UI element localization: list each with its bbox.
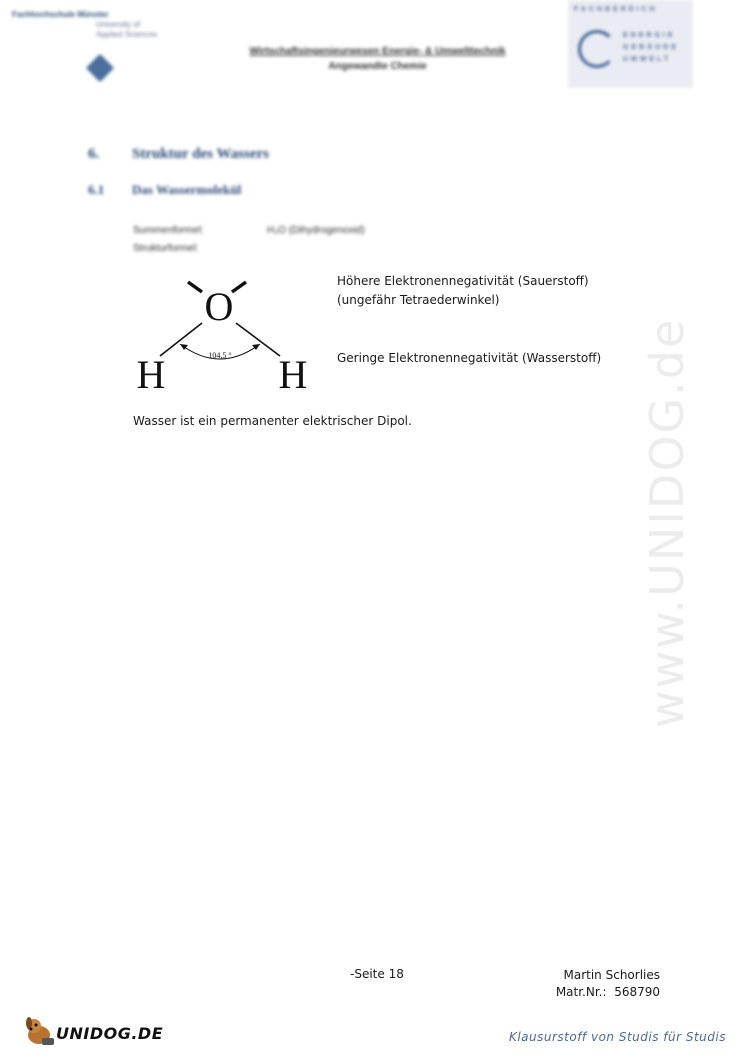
unidog-brand: UNIDOG.DE [56,1024,164,1043]
bond-angle-label: 104,5 ° [208,351,232,360]
matriculation-row [556,984,660,1001]
bond-right [236,323,280,356]
footer-slogan: Klausurstoff von Studis für Studis [508,1030,726,1044]
department-swoosh-icon [578,30,616,68]
bond-left [160,323,202,356]
lone-pair-right [232,282,246,292]
matriculation-label: Matr.Nr.: [555,985,607,999]
section-title: Struktur des Wassers [132,146,269,162]
hydrogen-annotation: Geringe Elektronennegativität (Wasserstoff) [337,351,602,365]
university-diamond-icon [86,54,114,82]
school-name: Fachhochschule Münster [12,10,109,19]
author-block [556,967,660,1001]
formula-block [133,222,365,258]
university-line-2: Applied Sciences [96,30,158,39]
subsection-number: 6.1 [88,182,105,197]
course-subject: Angewandte Chemie [328,61,427,72]
dog-icon [22,1014,56,1048]
strukturformel-row [133,240,365,258]
course-title: Wirtschaftsingenieurwesen Energie- & Umwelttechnik [249,46,506,57]
oxygen-annotation-line-1: Höhere Elektronennegativität (Sauerstoff) [337,274,589,288]
dept-word-gebaeude: GEBÄUDE [623,44,680,51]
oxygen-atom: O [204,284,234,329]
strukturformel-label: Strukturformel: [133,243,199,254]
university-logo [10,10,190,85]
watermark: www.UNIDOG.de [640,317,694,728]
page-number: -Seite 18 [350,967,404,981]
document-header-title [200,46,555,72]
university-line-1: University of [96,20,141,29]
summenformel-label: Summenformel: [133,225,204,236]
university-subtitle [96,20,157,40]
hydrogen-atom-left: H [136,352,166,397]
department-label: FACHBEREICH [574,6,658,13]
dept-word-umwelt: UMWELT [623,56,672,63]
section-heading [88,146,269,163]
author-name: Martin Schorlies [563,968,660,982]
dept-word-energie: ENERGIE [623,32,676,39]
subsection-title: Das Wassermolekül [132,182,242,197]
unidog-logo [22,1014,164,1048]
matriculation-number: 568790 [614,985,660,999]
subsection-heading [88,182,241,198]
department-words [623,30,679,66]
oxygen-annotation [337,272,589,310]
water-molecule-diagram [128,268,318,398]
section-number: 6. [88,146,100,162]
department-logo [568,0,693,88]
summenformel-row [133,222,365,240]
dipole-statement: Wasser ist ein permanenter elektrischer Dipol. [133,414,412,428]
hydrogen-atom-right: H [278,352,308,397]
oxygen-annotation-line-2: (ungefähr Tetraederwinkel) [337,293,500,307]
summenformel-value: H₂O (Dihydrogenoxid) [267,225,365,236]
lone-pair-left [188,282,202,292]
